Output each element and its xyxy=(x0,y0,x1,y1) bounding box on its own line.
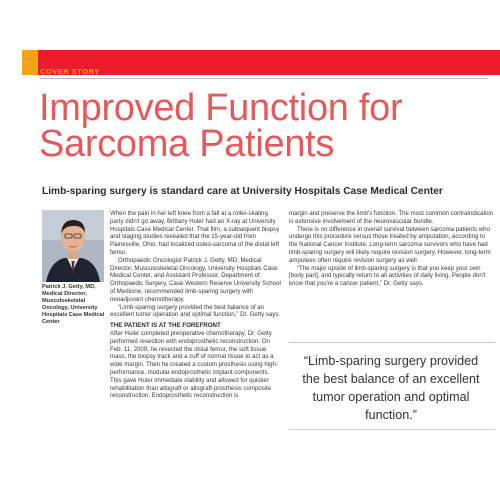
paragraph: Orthopaedic Oncologist Patrick J. Getty, MD, Medical Director, Musculoskeletal Oncology, University Hospitals Case Medical Center, and Assistant Professor, Department of Orthopaedic Surgery, Case Western Reserve University School of Medicine, recommended limb-sparing surgery with neoadjuvant chemotherapy. xyxy=(110,256,281,303)
paragraph: After Huler completed preoperative chemotherapy, Dr. Getty performed resection with endoprosthetic reconstruction. On Feb. 11, 2009, he resected the distal femur, the soft tissue mass, the biopsy track and a cuff of normal tissue to act as a wide margin. Then he created a custom prosthesis using high-performance, modular endoprosthetic implant components. This gave Huler immediate stability and allowed for quicker rehabilitation than allograft or allograft-prosthesis composite reconstruction. Endoprosthetic reconstruction is xyxy=(110,329,278,400)
section-heading: THE PATIENT IS AT THE FOREFRONT xyxy=(110,322,221,330)
portrait-image xyxy=(42,210,104,282)
banner-accent xyxy=(22,50,38,75)
section-divider xyxy=(40,78,488,79)
headline: Improved Function for Sarcoma Patients xyxy=(39,87,403,165)
paragraph: margin and preserve the limb's function. The most common contraindication is extensive involvement of the neurovascular bundle. xyxy=(289,210,494,225)
paragraph: When the pain in her left knee from a fall at a roller-skating party didn't go away, Brittany Huler had an X-ray at University Hospitals Case Medical Center. That film, a subsequent biopsy and staging studies revealed that the 15-year-old from Painesville, Ohio, had localized osteo-sarcoma of the distal left femur. xyxy=(110,210,280,256)
article-column-1 xyxy=(110,210,282,400)
doctor-photo xyxy=(42,210,104,282)
article-column-2 xyxy=(289,210,495,288)
pull-quote: “Limb-sparing surgery provided the best balance of an excellent tumor operation and optimal function.” xyxy=(302,354,480,422)
paragraph: There is no difference in overall survival between sarcoma patients who undergo this procedure versus those treated by amputation, according to the National Cancer Institute. Long-term sarcoma survivors who have had limb-sparing surgery will likely require revision surgery. However, long-term amputees often require revision surgery as well. xyxy=(289,225,491,264)
subheadline: Limb-sparing surgery is standard care at University Hospitals Case Medical Center xyxy=(42,186,443,197)
section-label: COVER STORY xyxy=(40,67,100,76)
photo-caption: Patrick J. Getty, MD, Medical Director, Musculoskeletal Oncology, University Hospitals Case Medical Center xyxy=(42,284,105,325)
paragraph: “Limb-sparing surgery provided the best balance of an excellent tumor operation and optimal function,” Dr. Getty says. xyxy=(110,303,281,319)
paragraph: “The major upside of limb-sparing surgery is that you keep your own [body part], and typically return to all activities of daily living. People don't know that you're a cancer patient,” Dr. Getty says. xyxy=(289,264,486,288)
